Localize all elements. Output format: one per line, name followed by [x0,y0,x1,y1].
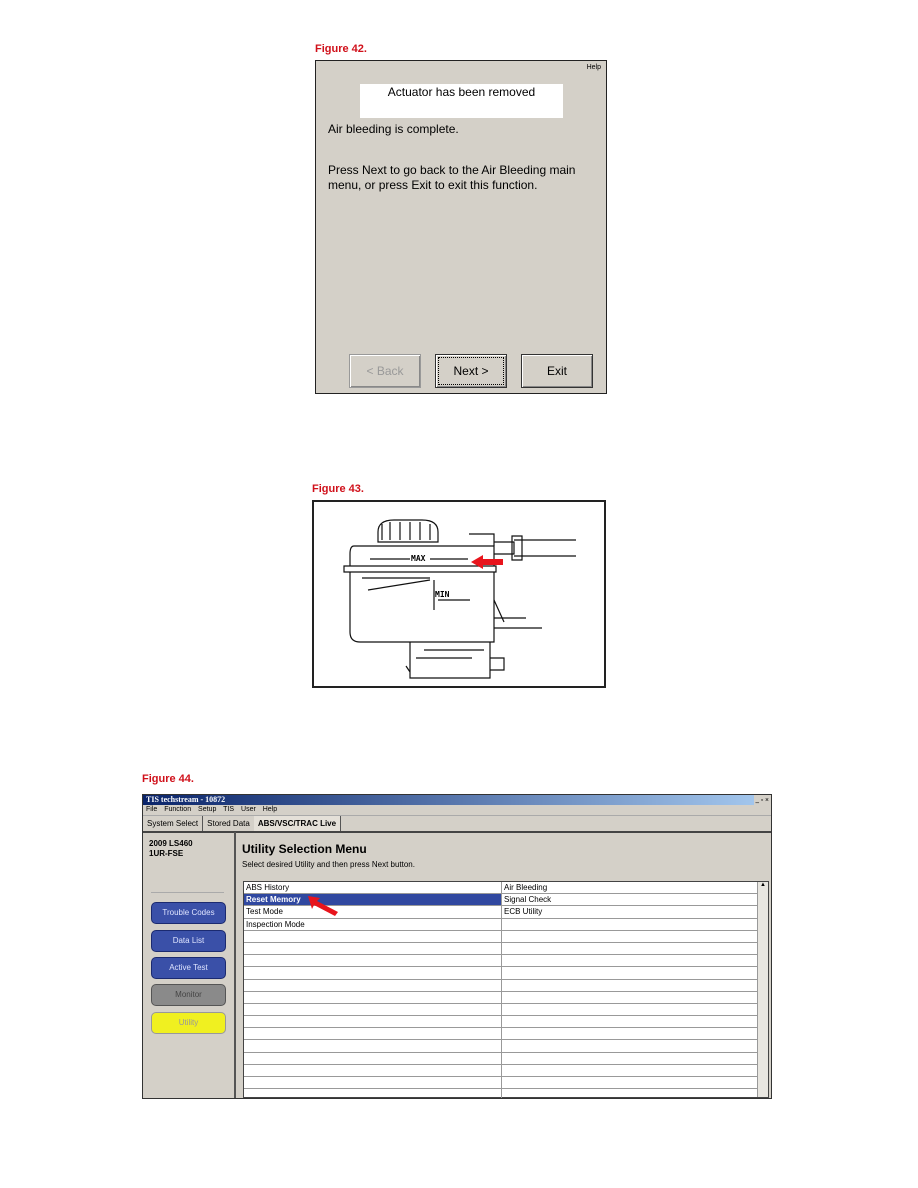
next-button[interactable]: Next > [435,354,507,388]
table-row[interactable] [244,919,768,931]
utility-item[interactable] [502,1065,759,1076]
window-controls[interactable]: _ ▫ × [755,796,769,804]
table-row[interactable] [244,1053,768,1065]
vehicle-model: 2009 LS460 [149,839,193,848]
trouble-codes-button[interactable]: Trouble Codes [151,902,226,924]
utility-item[interactable] [244,1028,502,1039]
table-row[interactable] [244,992,768,1004]
figure-44-caption: Figure 44. [142,773,194,785]
utility-item[interactable]: Inspection Mode [244,919,502,930]
main-panel [237,832,771,1098]
window-title: TIS techstream - 10872 [146,795,226,804]
min-label: MIN [435,590,450,599]
utility-item[interactable] [244,992,502,1003]
menu-setup[interactable]: Setup [198,806,217,813]
utility-item[interactable] [502,943,759,954]
menu-bar [143,805,771,816]
utility-item[interactable]: Reset Memory [244,894,502,905]
exit-button[interactable]: Exit [521,354,593,388]
table-row[interactable] [244,1028,768,1040]
table-row[interactable] [244,943,768,955]
menu-title: Utility Selection Menu [242,842,367,856]
utility-item[interactable] [502,992,759,1003]
tab-system-select[interactable]: System Select [143,816,203,831]
red-arrow-icon [471,555,505,569]
side-panel [143,832,236,1098]
menu-file[interactable]: File [146,806,158,813]
max-label: MAX [411,554,426,563]
menu-tis[interactable]: TIS [223,806,235,813]
utility-item[interactable] [244,955,502,966]
utility-item[interactable] [244,1016,502,1027]
status-text: Air bleeding is complete. [328,122,459,136]
table-row[interactable] [244,882,768,894]
dialog-title: Actuator has been removed [360,84,563,118]
table-row[interactable] [244,1065,768,1077]
menu-help[interactable]: Help [262,806,278,813]
utility-item[interactable]: ECB Utility [504,907,543,917]
menu-user[interactable]: User [241,806,256,813]
figure-43-caption: Figure 43. [312,483,364,495]
utility-item[interactable] [244,1065,502,1076]
utility-item[interactable] [502,1089,759,1099]
utility-item[interactable] [244,1053,502,1064]
monitor-button[interactable]: Monitor [151,984,226,1006]
utility-item[interactable] [244,1004,502,1015]
table-row[interactable] [244,980,768,992]
utility-item[interactable] [502,1077,759,1088]
utility-item[interactable] [502,1040,759,1051]
utility-item[interactable] [244,931,502,942]
utility-item[interactable] [502,919,759,930]
reservoir-illustration [312,500,606,688]
table-row[interactable] [244,1089,768,1099]
utility-item[interactable] [502,1004,759,1015]
figure-42-caption: Figure 42. [315,43,367,55]
techstream-window [142,794,772,1099]
air-bleeding-dialog [315,60,607,394]
table-row[interactable] [244,967,768,979]
utility-item[interactable] [502,931,759,942]
utility-button[interactable]: Utility [151,1012,226,1034]
table-row[interactable] [244,955,768,967]
utility-item[interactable]: Signal Check [504,895,552,905]
data-list-button[interactable]: Data List [151,930,226,952]
utility-item[interactable] [244,967,502,978]
table-row[interactable] [244,931,768,943]
table-row[interactable] [244,1004,768,1016]
brake-fluid-reservoir-drawing [314,502,604,686]
table-row[interactable] [244,1077,768,1089]
utility-item[interactable] [502,1053,759,1064]
utility-item[interactable] [244,980,502,991]
table-row[interactable] [244,1040,768,1052]
utility-item[interactable]: Air Bleeding [504,883,548,892]
utility-item[interactable] [502,967,759,978]
utility-item[interactable] [244,1040,502,1051]
red-arrow-icon [308,896,340,916]
utility-list [243,881,769,1098]
back-button[interactable]: < Back [349,354,421,388]
menu-function[interactable]: Function [164,806,192,813]
tab-stored-data[interactable]: Stored Data [207,819,250,828]
utility-item[interactable]: Test Mode [244,906,502,917]
tab-abs-live[interactable]: ABS/VSC/TRAC Live [254,816,341,831]
utility-item[interactable] [502,980,759,991]
scrollbar[interactable] [757,882,768,1097]
instruction-text: Press Next to go back to the Air Bleeding main menu, or press Exit to exit this function. [328,163,576,192]
utility-item[interactable] [244,1077,502,1088]
utility-item[interactable] [244,1089,502,1099]
utility-item[interactable] [244,943,502,954]
utility-item[interactable] [502,955,759,966]
tab-bar [143,816,771,833]
vehicle-info [149,839,193,859]
utility-item[interactable] [502,1028,759,1039]
scroll-up-icon[interactable]: ▲ [760,882,766,888]
table-row[interactable] [244,1016,768,1028]
instruction-text: Select desired Utility and then press Next button. [242,860,415,869]
utility-item[interactable]: ABS History [244,882,502,893]
active-test-button[interactable]: Active Test [151,957,226,979]
vehicle-engine: 1UR-FSE [149,849,184,858]
divider [151,892,224,893]
help-link[interactable]: Help [586,64,601,71]
title-bar [143,795,771,805]
utility-item[interactable] [502,1016,759,1027]
